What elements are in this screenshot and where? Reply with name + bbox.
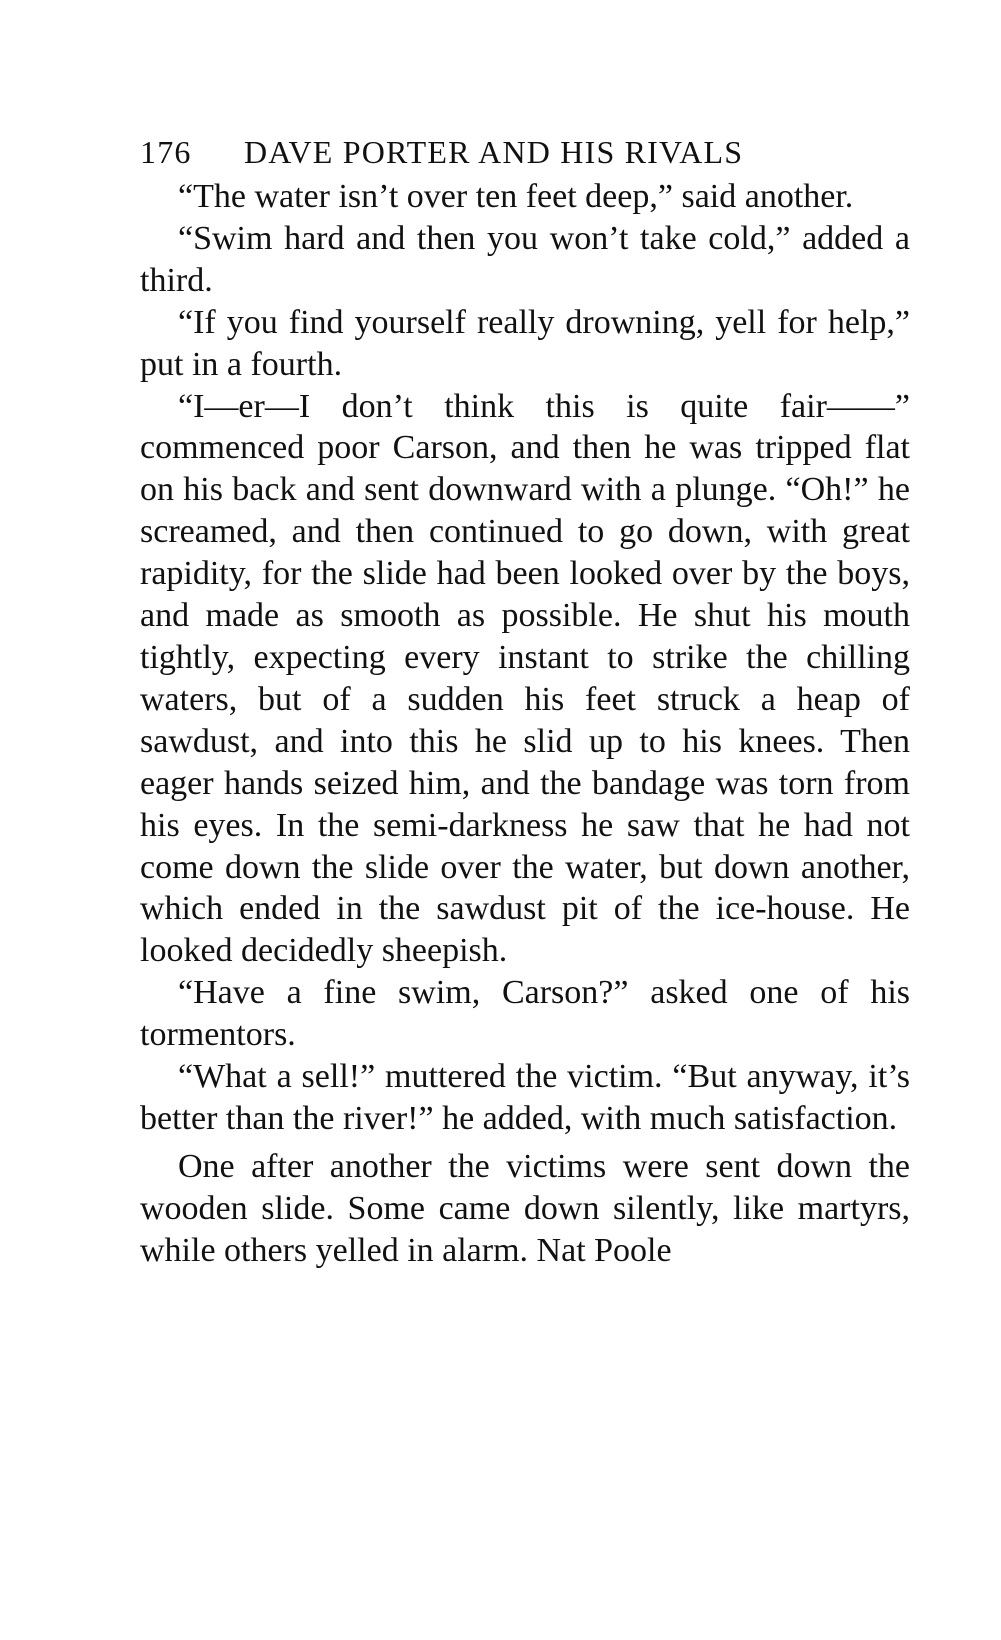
paragraph: “I—er—I don’t think this is quite fair——” commenced poor Carson, and then he was tripped flat on his back and sent downward with a plunge. “Oh!” he screamed, and then continued to go down, with great rapidity, for the slide had been looked over by the boys, and made as smooth as possible. He shut his mouth tightly, expecting every instant to strike the chilling waters, but of a sudden his feet struck a heap of sawdust, and into this he slid up to his knees. Then eager hands seized him, and the bandage was torn from his eyes. In the semi-darkness he saw that he had not come down the slide over the water, but down another, which ended in the sawdust pit of the ice-house. He looked decidedly sheepish. — [140, 387, 910, 970]
book-page — [140, 128, 910, 1272]
body-text — [140, 176, 910, 1272]
page-number: 176 — [140, 134, 192, 170]
running-header — [140, 128, 910, 176]
paragraph: “What a sell!” muttered the victim. “But anyway, it’s better than the river!” he added, with much satisfaction. — [140, 1058, 910, 1137]
paragraph: One after another the victims were sent down the wooden slide. Some came down silently, like martyrs, while others yelled in alarm. Nat Poole — [140, 1147, 910, 1269]
paragraph: “If you find yourself really drowning, yell for help,” put in a fourth. — [140, 303, 910, 383]
paragraph: “The water isn’t over ten feet deep,” said another. — [178, 178, 854, 215]
paragraph: “Have a fine swim, Carson?” asked one of his tormentors. — [140, 974, 910, 1054]
paragraph: “Swim hard and then you won’t take cold,” added a third. — [140, 219, 910, 299]
running-title: DAVE PORTER AND HIS RIVALS — [244, 134, 744, 170]
